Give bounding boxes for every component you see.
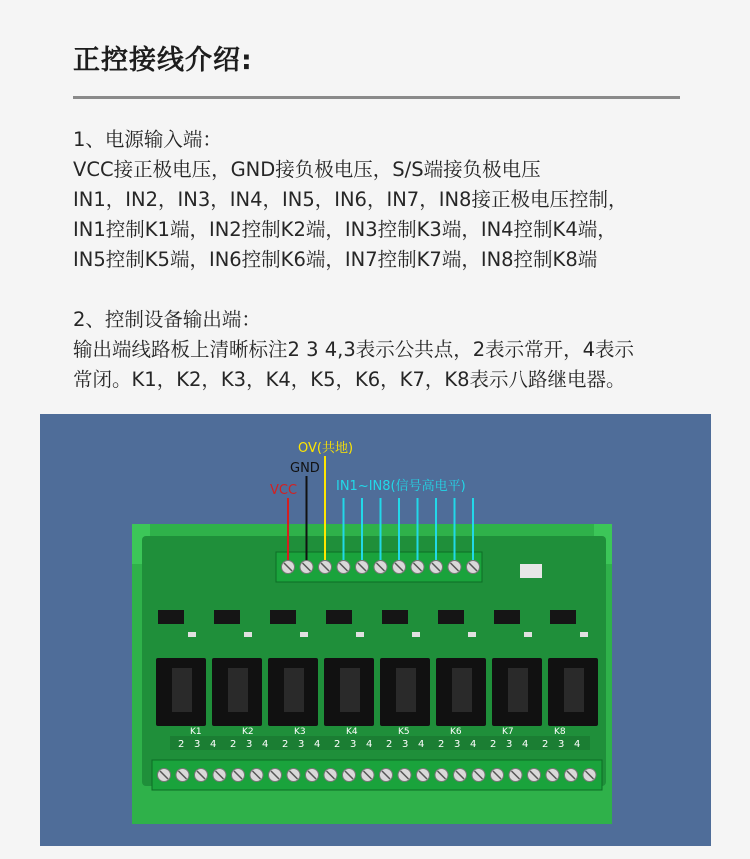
terminal-number: 4	[522, 739, 529, 750]
smd-resistor	[244, 632, 252, 637]
relay-marking	[452, 668, 472, 712]
section-line: IN5控制K5端，IN6控制K6端，IN7控制K7端，IN8控制K8端	[73, 248, 598, 271]
screw-terminal-row	[152, 760, 602, 790]
smd-resistor	[580, 632, 588, 637]
power-led	[520, 564, 542, 578]
terminal-number: 2	[542, 739, 549, 750]
terminal-number: 3	[558, 739, 565, 750]
terminal-number: 3	[350, 739, 357, 750]
relay-label: K1	[190, 727, 202, 737]
optocoupler-chip	[494, 610, 520, 624]
section-line: 输出端线路板上清晰标注2 3 4,3表示公共点，2表示常开，4表示	[73, 338, 635, 361]
section-heading: 2、控制设备输出端：	[73, 308, 261, 331]
terminal-number: 4	[470, 739, 477, 750]
smd-resistor	[356, 632, 364, 637]
optocoupler-chip	[158, 610, 184, 624]
terminal-number: 3	[454, 739, 461, 750]
terminal-number: 2	[386, 739, 393, 750]
relay-label: K2	[242, 727, 254, 737]
smd-resistor	[300, 632, 308, 637]
terminal-number: 4	[314, 739, 321, 750]
vcc-label: VCC	[270, 483, 298, 498]
relay-label: K4	[346, 727, 358, 737]
section-line: VCC接正极电压，GND接负极电压，S/S端接负极电压	[73, 158, 541, 181]
terminal-number: 4	[262, 739, 269, 750]
section-line: 常闭。K1，K2，K3，K4，K5，K6，K7，K8表示八路继电器。	[73, 368, 626, 391]
title-divider	[73, 96, 680, 99]
relay-marking	[228, 668, 248, 712]
relay-board-photo	[40, 414, 711, 846]
relay-label: K3	[294, 727, 306, 737]
terminal-number: 2	[438, 739, 445, 750]
page-title: 正控接线介绍:	[73, 45, 253, 76]
output-section	[73, 305, 634, 395]
terminal-number: 4	[210, 739, 217, 750]
terminal-number: 3	[298, 739, 305, 750]
relay-marking	[172, 668, 192, 712]
terminal-number: 3	[194, 739, 201, 750]
terminal-number: 2	[334, 739, 341, 750]
relay-marking	[340, 668, 360, 712]
gnd-label: GND	[290, 461, 320, 476]
section-heading: 1、电源输入端：	[73, 128, 222, 151]
terminal-number: 2	[178, 739, 185, 750]
smd-resistor	[412, 632, 420, 637]
smd-resistor	[524, 632, 532, 637]
section-line: IN1控制K1端，IN2控制K2端，IN3控制K3端，IN4控制K4端，	[73, 218, 617, 241]
relay-label: K8	[554, 727, 566, 737]
optocoupler-chip	[382, 610, 408, 624]
relay-label: K6	[450, 727, 462, 737]
relay-marking	[284, 668, 304, 712]
smd-resistor	[188, 632, 196, 637]
relay-marking	[508, 668, 528, 712]
optocoupler-chip	[550, 610, 576, 624]
smd-resistor	[468, 632, 476, 637]
optocoupler-chip	[270, 610, 296, 624]
relay-label: K5	[398, 727, 410, 737]
relay-board-illustration	[40, 414, 711, 846]
optocoupler-chip	[326, 610, 352, 624]
input-screws	[282, 561, 480, 574]
optocoupler-chip	[214, 610, 240, 624]
terminal-number: 2	[282, 739, 289, 750]
ov-label: OV(共地)	[298, 441, 354, 456]
terminal-number: 3	[402, 739, 409, 750]
signal-range-label: IN1~IN8(信号高电平)	[336, 479, 466, 494]
relay-marking	[564, 668, 584, 712]
terminal-number: 4	[418, 739, 425, 750]
terminal-number: 4	[574, 739, 581, 750]
relay-label: K7	[502, 727, 514, 737]
relay-marking	[396, 668, 416, 712]
terminal-number: 4	[366, 739, 373, 750]
optocoupler-chip	[438, 610, 464, 624]
terminal-number: 2	[490, 739, 497, 750]
terminal-number: 3	[506, 739, 513, 750]
power-input-section	[73, 125, 627, 275]
terminal-number: 2	[230, 739, 237, 750]
section-line: IN1，IN2，IN3，IN4，IN5，IN6，IN7，IN8接正极电压控制，	[73, 188, 628, 211]
terminal-number: 3	[246, 739, 253, 750]
